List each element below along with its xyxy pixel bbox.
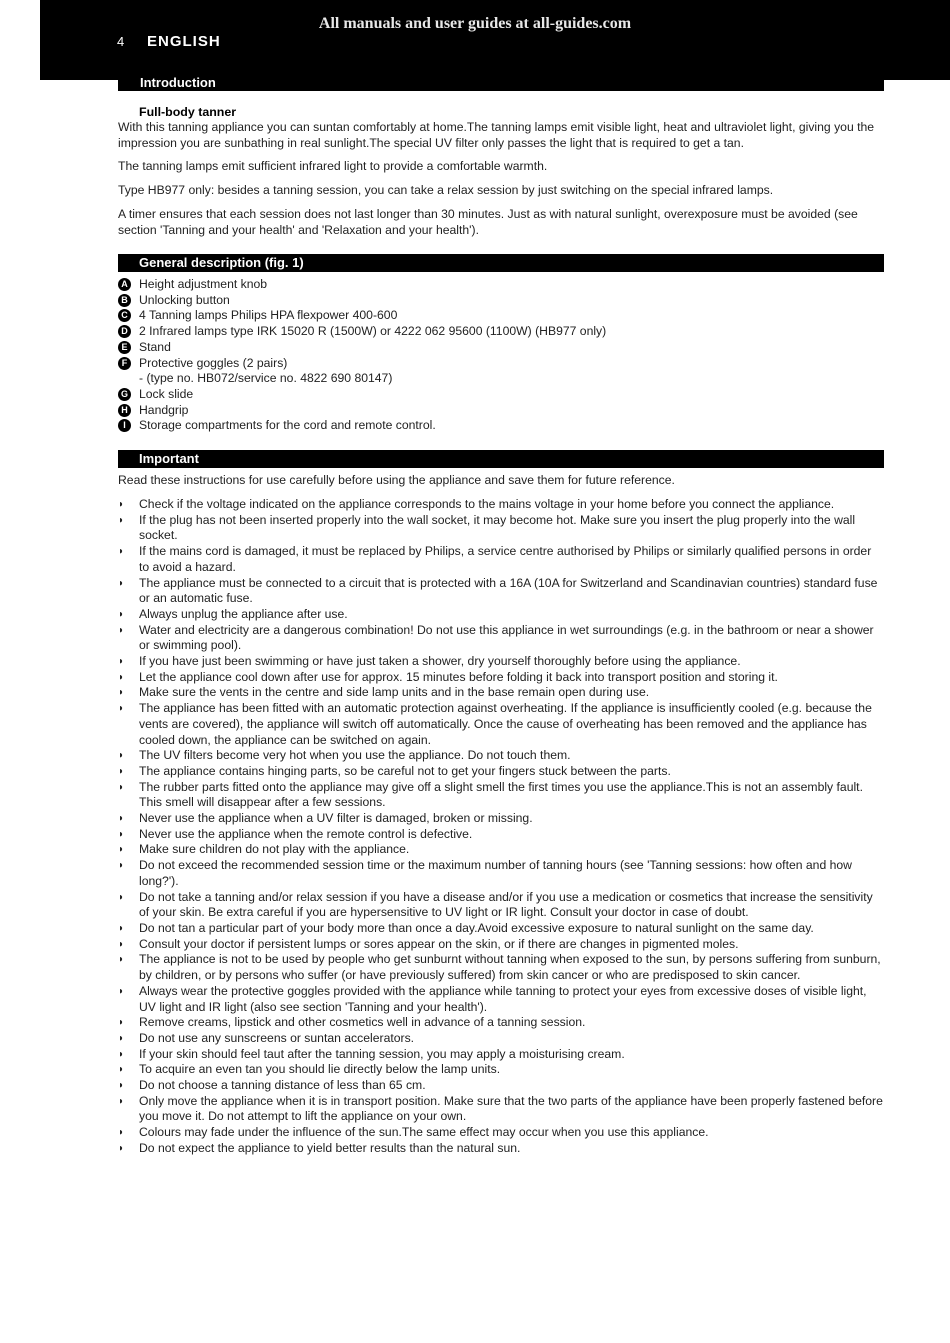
list-item bbox=[118, 1125, 884, 1141]
part-letter-badge: D bbox=[118, 325, 131, 338]
part-description: 4 Tanning lamps Philips HPA flexpower 400-600 bbox=[139, 308, 398, 323]
parts-list-item bbox=[118, 403, 884, 419]
section-heading-important: Important bbox=[118, 450, 884, 468]
paragraph: With this tanning appliance you can suntan comfortably at home.The tanning lamps emit visible light, heat and ultraviolet light, giving you the impression you are sunbathing in real sunlight.The special UV filter only passes the light that is required to get a tan. bbox=[118, 120, 875, 150]
bullet-text: Do not choose a tanning distance of less than 65 cm. bbox=[139, 1078, 426, 1093]
bullet-text: The rubber parts fitted onto the appliance may give off a slight smell the first times you use the appliance.This is not an assembly fault. This smell will disappear after a few sessions. bbox=[139, 779, 863, 810]
list-item bbox=[118, 607, 884, 623]
important-intro: Read these instructions for use carefully before using the appliance and save them for future reference. bbox=[118, 473, 675, 487]
list-item bbox=[118, 952, 884, 983]
list-item bbox=[118, 497, 884, 513]
bullet-text: Never use the appliance when a UV filter is damaged, broken or missing. bbox=[139, 811, 533, 826]
bullet-icon: ◗ bbox=[118, 656, 125, 668]
list-item bbox=[118, 1141, 884, 1157]
parts-list bbox=[118, 277, 884, 434]
list-item bbox=[118, 685, 884, 701]
bullet-text: Never use the appliance when the remote control is defective. bbox=[139, 826, 473, 841]
bullet-icon: ◗ bbox=[118, 1127, 125, 1139]
section-heading-introduction: Introduction bbox=[118, 73, 884, 91]
bullet-icon: ◗ bbox=[118, 624, 125, 636]
part-letter-badge: H bbox=[118, 404, 131, 417]
part-description: 2 Infrared lamps type IRK 15020 R (1500W) or 4222 062 95600 (1100W) (HB977 only) bbox=[139, 324, 607, 339]
bullet-icon: ◗ bbox=[118, 687, 125, 699]
list-item bbox=[118, 984, 884, 1015]
list-item bbox=[118, 780, 884, 811]
bullet-icon: ◗ bbox=[118, 938, 125, 950]
bullet-icon: ◗ bbox=[118, 954, 125, 966]
list-item bbox=[118, 890, 884, 921]
part-letter-badge: G bbox=[118, 388, 131, 401]
language-label: ENGLISH bbox=[147, 33, 221, 50]
list-item bbox=[118, 1015, 884, 1031]
part-description: - (type no. HB072/service no. 4822 690 80147) bbox=[139, 371, 393, 386]
bullet-text: If your skin should feel taut after the tanning session, you may apply a moisturising cream. bbox=[139, 1046, 625, 1061]
list-item bbox=[118, 764, 884, 780]
bullet-text: The appliance is not to be used by people who get sunburnt without tanning when exposed to the sun, by persons suffering from sunburn, by children, or by persons who suffer (or have previously suffered) from skin cancer or who are predisposed to skin cancer. bbox=[139, 952, 881, 983]
list-item bbox=[118, 1094, 884, 1125]
parts-list-item bbox=[118, 324, 884, 340]
bullet-text: The appliance must be connected to a circuit that is protected with a 16A (10A for Switzerland and Scandinavian countries) standard fuse or an automatic fuse. bbox=[139, 575, 878, 606]
list-item bbox=[118, 827, 884, 843]
bullet-text: Colours may fade under the influence of the sun.The same effect may occur when you use this appliance. bbox=[139, 1125, 709, 1140]
part-description: Height adjustment knob bbox=[139, 277, 268, 291]
bullet-icon: ◗ bbox=[118, 922, 125, 934]
part-letter-badge: E bbox=[118, 341, 131, 354]
parts-list-item bbox=[118, 293, 884, 309]
bullet-text: Do not tan a particular part of your body more than once a day.Avoid excessive exposure to natural sunlight on the same day. bbox=[139, 920, 814, 935]
part-description: Handgrip bbox=[139, 402, 189, 417]
list-item bbox=[118, 513, 884, 544]
part-description: Unlocking button bbox=[139, 292, 230, 307]
bullet-text: If the plug has not been inserted properly into the wall socket, it may become hot. Make sure you insert the plug properly into the wall socket. bbox=[139, 512, 856, 543]
list-item bbox=[118, 623, 884, 654]
introduction-body bbox=[118, 120, 884, 246]
bullet-icon: ◗ bbox=[118, 765, 125, 777]
bullet-icon: ◗ bbox=[118, 1048, 125, 1060]
paragraph: The tanning lamps emit sufficient infrared light to provide a comfortable warmth. bbox=[118, 159, 548, 174]
list-item bbox=[118, 701, 884, 748]
bullet-text: The appliance has been fitted with an automatic protection against overheating. If the appliance is insufficiently cooled (e.g. because the vents are covered), the appliance will switch off automatically. Once the cause of overheating has been removed and the appliance has cooled down, the appliance can be switched on again. bbox=[139, 701, 872, 747]
bullet-icon: ◗ bbox=[118, 514, 125, 526]
parts-list-item bbox=[118, 277, 884, 293]
bullet-icon: ◗ bbox=[118, 844, 125, 856]
bullet-text: Do not expect the appliance to yield better results than the natural sun. bbox=[139, 1140, 521, 1155]
paragraph: Type HB977 only: besides a tanning session, you can take a relax session by just switching on the special infrared lamps. bbox=[118, 183, 774, 198]
bullet-text: The UV filters become very hot when you use the appliance. Do not touch them. bbox=[139, 748, 571, 763]
bullet-text: If the mains cord is damaged, it must be replaced by Philips, a service centre authorised by Philips or similarly qualified persons in order to avoid a hazard. bbox=[139, 544, 872, 574]
list-item bbox=[118, 1031, 884, 1047]
part-letter-badge: C bbox=[118, 309, 131, 322]
bullet-text: Always wear the protective goggles provided with the appliance while tanning to protect your eyes from excessive doses of visible light, UV light and IR light (also see section 'Tanning and your health'). bbox=[139, 983, 867, 1014]
list-item bbox=[118, 576, 884, 607]
part-description: Storage compartments for the cord and remote control. bbox=[139, 418, 436, 433]
bullet-icon: ◗ bbox=[118, 671, 125, 683]
bullet-icon: ◗ bbox=[118, 1017, 125, 1029]
paragraph: A timer ensures that each session does not last longer than 30 minutes. Just as with natural sunlight, overexposure must be avoided (see section 'Tanning and your health' and 'Relaxation and your health'). bbox=[118, 206, 858, 237]
bullet-text: Check if the voltage indicated on the appliance corresponds to the mains voltage in your home before you connect the appliance. bbox=[139, 497, 835, 511]
bullet-text: Always unplug the appliance after use. bbox=[139, 606, 348, 621]
parts-list-item bbox=[118, 356, 884, 372]
bullet-text: Do not take a tanning and/or relax session if you have a disease and/or if you use a medication or cosmetics that increase the sensitivity of your skin. Be extra careful if you are hypersensitive to UV light or IR light. Consult your doctor in case of doubt. bbox=[139, 889, 873, 920]
list-item bbox=[118, 858, 884, 889]
bullet-text: Do not use any sunscreens or suntan accelerators. bbox=[139, 1030, 415, 1045]
bullet-text: Only move the appliance when it is in transport position. Make sure that the two parts of the appliance have been properly fastened before you move it. Do not attempt to lift the appliance on your own. bbox=[139, 1093, 883, 1124]
bullet-icon: ◗ bbox=[118, 1142, 125, 1154]
bullet-text: Make sure children do not play with the appliance. bbox=[139, 842, 410, 857]
bullet-icon: ◗ bbox=[118, 499, 125, 510]
bullet-icon: ◗ bbox=[118, 1064, 125, 1076]
bullet-text: Water and electricity are a dangerous combination! Do not use this appliance in wet surroundings (e.g. in the bathroom or near a shower or swimming pool). bbox=[139, 622, 874, 653]
bullet-icon: ◗ bbox=[118, 608, 125, 620]
site-banner: All manuals and user guides at all-guides.com bbox=[318, 15, 632, 32]
bullet-icon: ◗ bbox=[118, 703, 125, 715]
bullet-icon: ◗ bbox=[118, 750, 125, 762]
bullet-icon: ◗ bbox=[118, 1080, 125, 1092]
bullet-text: The appliance contains hinging parts, so be careful not to get your fingers stuck between the parts. bbox=[139, 763, 671, 778]
list-item bbox=[118, 937, 884, 953]
bullet-text: Remove creams, lipstick and other cosmetics well in advance of a tanning session. bbox=[139, 1015, 586, 1030]
bullet-icon: ◗ bbox=[118, 577, 125, 589]
bullet-icon: ◗ bbox=[118, 985, 125, 997]
part-description: Lock slide bbox=[139, 386, 194, 401]
part-description: Stand bbox=[139, 339, 171, 354]
bullet-icon: ◗ bbox=[118, 891, 125, 903]
list-item bbox=[118, 654, 884, 670]
bullet-text: Do not exceed the recommended session time or the maximum number of tanning hours (see 'Tanning sessions: how often and how long?'). bbox=[139, 858, 852, 888]
list-item bbox=[118, 842, 884, 858]
bullet-icon: ◗ bbox=[118, 1095, 125, 1107]
bullet-icon: ◗ bbox=[118, 828, 125, 840]
list-item bbox=[118, 1062, 884, 1078]
part-letter-badge: F bbox=[118, 357, 131, 370]
part-letter-badge: I bbox=[118, 419, 131, 432]
bullet-text: If you have just been swimming or have just taken a shower, dry yourself thoroughly before using the appliance. bbox=[139, 654, 741, 669]
parts-list-item bbox=[118, 387, 884, 403]
section-heading-general-description: General description (fig. 1) bbox=[118, 254, 884, 272]
bullet-text: Consult your doctor if persistent lumps or sores appear on the skin, or if there are changes in pigmented moles. bbox=[139, 936, 739, 951]
subheading-full-body-tanner: Full-body tanner bbox=[139, 105, 237, 119]
parts-list-item bbox=[118, 308, 884, 324]
bullet-icon: ◗ bbox=[118, 860, 125, 872]
bullet-icon: ◗ bbox=[118, 546, 125, 558]
parts-list-item bbox=[118, 340, 884, 356]
list-item bbox=[118, 670, 884, 686]
list-item bbox=[118, 921, 884, 937]
bullet-icon: ◗ bbox=[118, 1032, 125, 1044]
part-letter-badge: A bbox=[118, 278, 131, 291]
list-item bbox=[118, 1047, 884, 1063]
parts-list-item bbox=[118, 418, 884, 434]
bullet-text: To acquire an even tan you should lie directly below the lamp units. bbox=[139, 1062, 501, 1077]
parts-list-item bbox=[118, 371, 884, 387]
list-item bbox=[118, 748, 884, 764]
part-letter-badge: B bbox=[118, 294, 131, 307]
part-description: Protective goggles (2 pairs) bbox=[139, 355, 288, 370]
safety-bullet-list bbox=[118, 497, 884, 1157]
bullet-text: Make sure the vents in the centre and side lamp units and in the base remain open during use. bbox=[139, 685, 650, 700]
list-item bbox=[118, 811, 884, 827]
bullet-icon: ◗ bbox=[118, 781, 125, 793]
bullet-icon: ◗ bbox=[118, 813, 125, 825]
page-number: 4 bbox=[117, 34, 125, 49]
bullet-text: Let the appliance cool down after use for approx. 15 minutes before folding it back into transport position and storing it. bbox=[139, 669, 778, 684]
list-item bbox=[118, 544, 884, 575]
list-item bbox=[118, 1078, 884, 1094]
